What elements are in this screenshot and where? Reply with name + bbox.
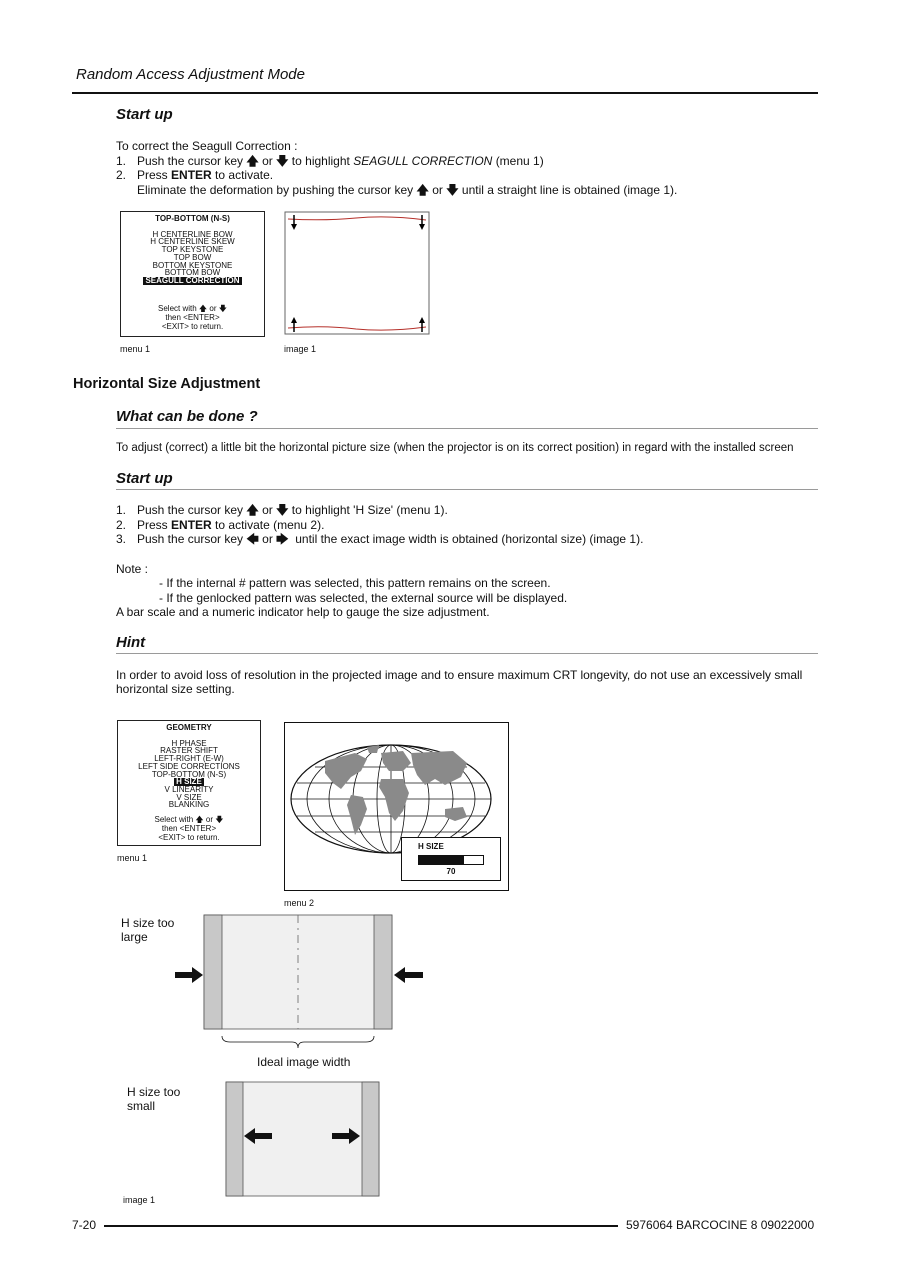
menu-item[interactable]: H PHASE [171, 738, 207, 748]
topbottom-menu [120, 211, 265, 337]
step-text: to activate. [215, 168, 274, 182]
hsize-bar-fill [419, 856, 464, 864]
step-text: or [262, 503, 273, 517]
step-text: or [432, 183, 443, 197]
seagull-step-1 [116, 154, 544, 169]
too-small-label: H size too small [127, 1085, 181, 1113]
section-title: Horizontal Size Adjustment [73, 376, 261, 392]
hsize-step-2 [116, 518, 324, 533]
menu-item[interactable]: V LINEARITY [164, 784, 214, 794]
menu-help-line: Select with 🡅 or 🡇 [158, 303, 227, 313]
hint-line: In order to avoid loss of resolution in the projected image and to ensure maximum CRT longevity, do not use an excessively small [116, 668, 803, 682]
what-text: To adjust (correct) a little bit the horizontal picture size (when the projector is on its correct position) in regard with the installed screen [116, 442, 794, 454]
note-label: Note : [116, 562, 149, 576]
hsize-menu2-panel [284, 722, 509, 891]
ideal-width-label: Ideal image width [257, 1055, 351, 1069]
step-number: 3. [116, 532, 127, 546]
arrow-down-icon: 🡇 [446, 183, 459, 197]
seagull-step-2 [116, 168, 273, 183]
arrow-up-icon: 🡅 [416, 183, 429, 197]
step-text: or [262, 532, 273, 546]
step-text: (menu 1) [495, 154, 544, 168]
page-number: 7-20 [72, 1218, 97, 1232]
arrow-up-icon: 🡅 [246, 154, 259, 168]
step-text: until the exact image width is obtained (horizontal size) (image 1). [295, 532, 644, 546]
step-number: 2. [116, 168, 127, 182]
hsize-step-1 [116, 503, 448, 518]
what-heading: What can be done ? [116, 408, 258, 425]
menu-item[interactable]: LEFT SIDE CORRECTIONS [138, 761, 240, 771]
arrow-left-icon [394, 967, 423, 983]
hsize-startup-heading: Start up [116, 470, 173, 487]
menu-item[interactable]: H CENTERLINE BOW [152, 229, 233, 239]
hsize-bar-track [418, 855, 484, 865]
menu-item[interactable]: TOP BOW [173, 252, 212, 262]
arrow-down-icon: 🡇 [276, 154, 289, 168]
arrow-down-icon: 🡇 [276, 503, 289, 517]
too-large-label: H size too large [121, 916, 175, 944]
hsize-step-3 [116, 532, 643, 547]
menu-caption: menu 2 [284, 898, 315, 908]
menu-item[interactable]: TOP KEYSTONE [161, 245, 224, 255]
step-number: 1. [116, 503, 127, 517]
menu-item[interactable]: BOTTOM KEYSTONE [152, 260, 233, 270]
menu-help-line: then <ENTER> [161, 824, 217, 834]
image-caption: image 1 [123, 1195, 156, 1205]
menu-item[interactable]: BOTTOM BOW [164, 268, 221, 278]
document-id: 5976064 BARCOCINE 8 09022000 [626, 1218, 815, 1232]
hsize-value: 70 [446, 867, 456, 876]
footer-rule [104, 1225, 618, 1227]
menu-item[interactable]: V SIZE [176, 792, 202, 802]
step-text: to highlight [291, 154, 350, 168]
enter-key-label: ENTER [171, 518, 212, 532]
arrow-up-icon: 🡅 [195, 815, 204, 825]
heading-rule [116, 428, 818, 429]
menu-item[interactable]: H CENTERLINE SKEW [150, 237, 235, 247]
note-line: A bar scale and a numeric indicator help to gauge the size adjustment. [116, 605, 490, 619]
heading-rule [116, 653, 818, 654]
menu-item[interactable]: LEFT-RIGHT (E-W) [154, 754, 224, 764]
image-caption: image 1 [284, 344, 317, 354]
step-text: Eliminate the deformation by pushing the cursor key [137, 183, 414, 197]
step-text: to highlight 'H Size' (menu 1). [291, 503, 448, 517]
step-text: Push the cursor key [137, 154, 244, 168]
step-text: Push the cursor key [137, 532, 244, 546]
step-number: 2. [116, 518, 127, 532]
step-text: Press [137, 518, 168, 532]
menu-help-line: Select with 🡅 or 🡇 [154, 815, 224, 825]
menu-item[interactable]: RASTER SHIFT [160, 746, 218, 756]
hint-line: horizontal size setting. [116, 682, 235, 696]
arrow-up-icon: 🡅 [246, 503, 259, 517]
step-text: Push the cursor key [137, 503, 244, 517]
hsize-label: H SIZE [418, 842, 444, 851]
step-text: until a straight line is obtained (image 1). [461, 183, 678, 197]
step-number: 1. [116, 154, 127, 168]
menu-caption: menu 1 [120, 344, 151, 354]
page-header-title: Random Access Adjustment Mode [76, 66, 305, 83]
enter-key-label: ENTER [171, 168, 212, 182]
step-text: or [262, 154, 273, 168]
step-text: to activate (menu 2). [215, 518, 325, 532]
too-large-diagram [170, 912, 430, 1076]
highlight-item-name: SEAGULL CORRECTION [353, 154, 493, 168]
menu-item-selected[interactable]: SEAGULL CORRECTION [145, 275, 240, 285]
seagull-step-2-detail [116, 183, 677, 198]
arrow-down-icon: 🡇 [215, 815, 224, 825]
step-text: Press [137, 168, 168, 182]
arrow-right-icon [175, 967, 203, 983]
seagull-startup-heading: Start up [116, 106, 173, 123]
seagull-intro: To correct the Seagull Correction : [116, 139, 298, 153]
arrow-left-icon: 🡄 [246, 532, 259, 546]
arrow-right-icon: 🡆 [276, 532, 289, 546]
header-rule [72, 92, 818, 94]
menu-item[interactable]: BLANKING [168, 800, 210, 810]
geometry-menu [117, 720, 261, 846]
menu-item-selected[interactable]: H SIZE [176, 777, 202, 787]
hsize-indicator-box [401, 837, 501, 881]
menu-help-line: then <ENTER> [165, 312, 220, 322]
note-line: - If the internal # pattern was selected, this pattern remains on the screen. [159, 576, 551, 590]
menu-title: GEOMETRY [166, 723, 212, 732]
menu-help-line: <EXIT> to return. [161, 321, 224, 331]
menu-title: TOP-BOTTOM (N-S) [155, 214, 230, 223]
hint-heading: Hint [116, 634, 146, 651]
seagull-image [284, 211, 432, 337]
menu-item[interactable]: TOP-BOTTOM (N-S) [151, 769, 227, 779]
note-line: - If the genlocked pattern was selected, the external source will be displayed. [159, 591, 568, 605]
too-small-diagram [224, 1080, 382, 1198]
heading-rule [116, 489, 818, 490]
arrow-up-icon: 🡅 [198, 303, 208, 313]
menu-caption: menu 1 [117, 853, 148, 863]
menu-help-line: <EXIT> to return. [158, 833, 220, 843]
arrow-down-icon: 🡇 [218, 303, 227, 313]
